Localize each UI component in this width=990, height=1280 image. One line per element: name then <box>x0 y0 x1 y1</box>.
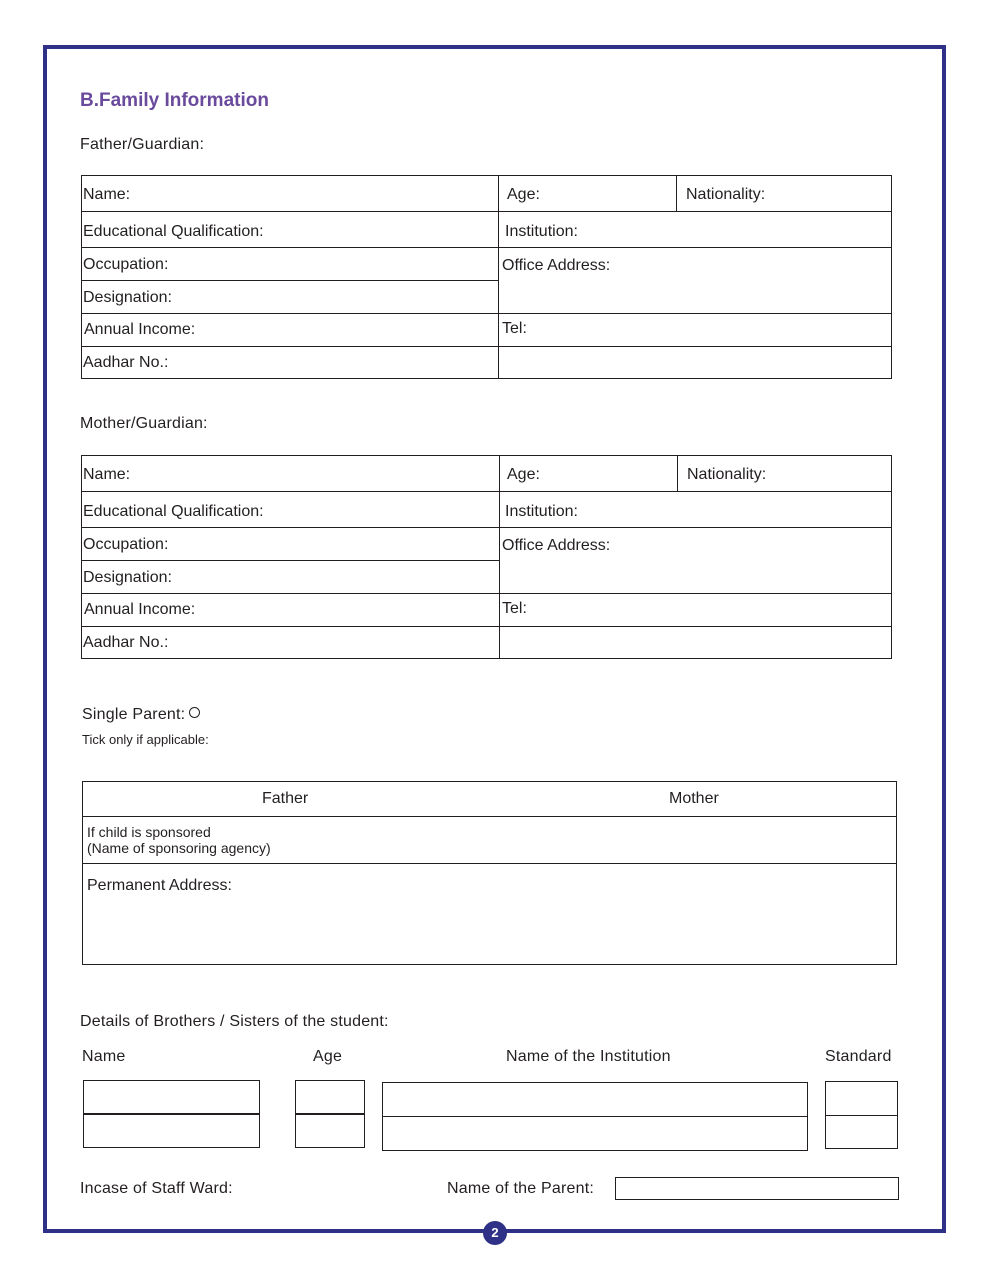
parents-table-border <box>82 781 897 965</box>
mother-designation-field[interactable]: Designation: <box>83 569 172 586</box>
parent-name-label: Name of the Parent: <box>447 1180 594 1197</box>
father-table-border <box>81 175 892 379</box>
sponsored-label-line1: If child is sponsored <box>87 824 211 840</box>
parent-name-input[interactable] <box>615 1177 899 1200</box>
sibling-institution-header: Name of the Institution <box>506 1048 671 1065</box>
sibling-1-name-input[interactable] <box>84 1081 259 1113</box>
father-income-field[interactable]: Annual Income: <box>84 321 196 338</box>
father-education-field[interactable]: Educational Qualification: <box>83 223 264 240</box>
mother-tel-field[interactable]: Tel: <box>502 600 527 617</box>
single-parent-row <box>82 706 200 724</box>
sibling-1-institution-input[interactable] <box>383 1083 807 1116</box>
father-office-address-field[interactable]: Office Address: <box>502 257 611 274</box>
sibling-1-standard-input[interactable] <box>826 1082 897 1115</box>
mother-education-field[interactable]: Educational Qualification: <box>83 503 264 520</box>
mother-aadhar-field[interactable]: Aadhar No.: <box>83 634 169 651</box>
sibling-2-standard-input[interactable] <box>826 1116 897 1148</box>
single-parent-radio[interactable] <box>189 707 200 718</box>
section-title: B.Family Information <box>80 90 269 111</box>
mother-age-field[interactable]: Age: <box>507 466 540 483</box>
page-number-badge: 2 <box>483 1221 507 1245</box>
mother-office-address-field[interactable]: Office Address: <box>502 537 611 554</box>
staff-ward-label: Incase of Staff Ward: <box>80 1180 233 1197</box>
sibling-1-age-input[interactable] <box>296 1081 364 1113</box>
father-institution-field[interactable]: Institution: <box>505 223 578 240</box>
siblings-heading: Details of Brothers / Sisters of the student: <box>80 1013 389 1030</box>
father-name-field[interactable]: Name: <box>83 186 131 203</box>
sibling-age-header: Age <box>313 1048 343 1065</box>
father-tel-field[interactable]: Tel: <box>502 320 527 337</box>
sibling-name-header: Name <box>82 1048 126 1065</box>
mother-income-field[interactable]: Annual Income: <box>84 601 196 618</box>
father-designation-field[interactable]: Designation: <box>83 289 172 306</box>
mother-heading: Mother/Guardian: <box>80 415 208 432</box>
mother-table-border <box>81 455 892 659</box>
single-parent-note: Tick only if applicable: <box>82 732 209 747</box>
mother-name-field[interactable]: Name: <box>83 466 131 483</box>
father-nationality-field[interactable]: Nationality: <box>686 186 766 203</box>
mother-institution-field[interactable]: Institution: <box>505 503 578 520</box>
father-age-field[interactable]: Age: <box>507 186 540 203</box>
permanent-address-field[interactable]: Permanent Address: <box>87 877 232 894</box>
sponsored-label-line2: (Name of sponsoring agency) <box>87 840 271 856</box>
mother-nationality-field[interactable]: Nationality: <box>687 466 767 483</box>
mother-column-header: Mother <box>669 790 719 807</box>
sibling-2-institution-input[interactable] <box>383 1117 807 1150</box>
sibling-standard-header: Standard <box>825 1048 892 1065</box>
mother-occupation-field[interactable]: Occupation: <box>83 536 169 553</box>
father-heading: Father/Guardian: <box>80 136 205 153</box>
father-column-header: Father <box>262 790 309 807</box>
sibling-2-name-input[interactable] <box>84 1115 259 1147</box>
sponsored-field[interactable] <box>87 824 271 856</box>
father-occupation-field[interactable]: Occupation: <box>83 256 169 273</box>
father-aadhar-field[interactable]: Aadhar No.: <box>83 354 169 371</box>
single-parent-label: Single Parent: <box>82 706 186 723</box>
sibling-2-age-input[interactable] <box>296 1115 364 1147</box>
